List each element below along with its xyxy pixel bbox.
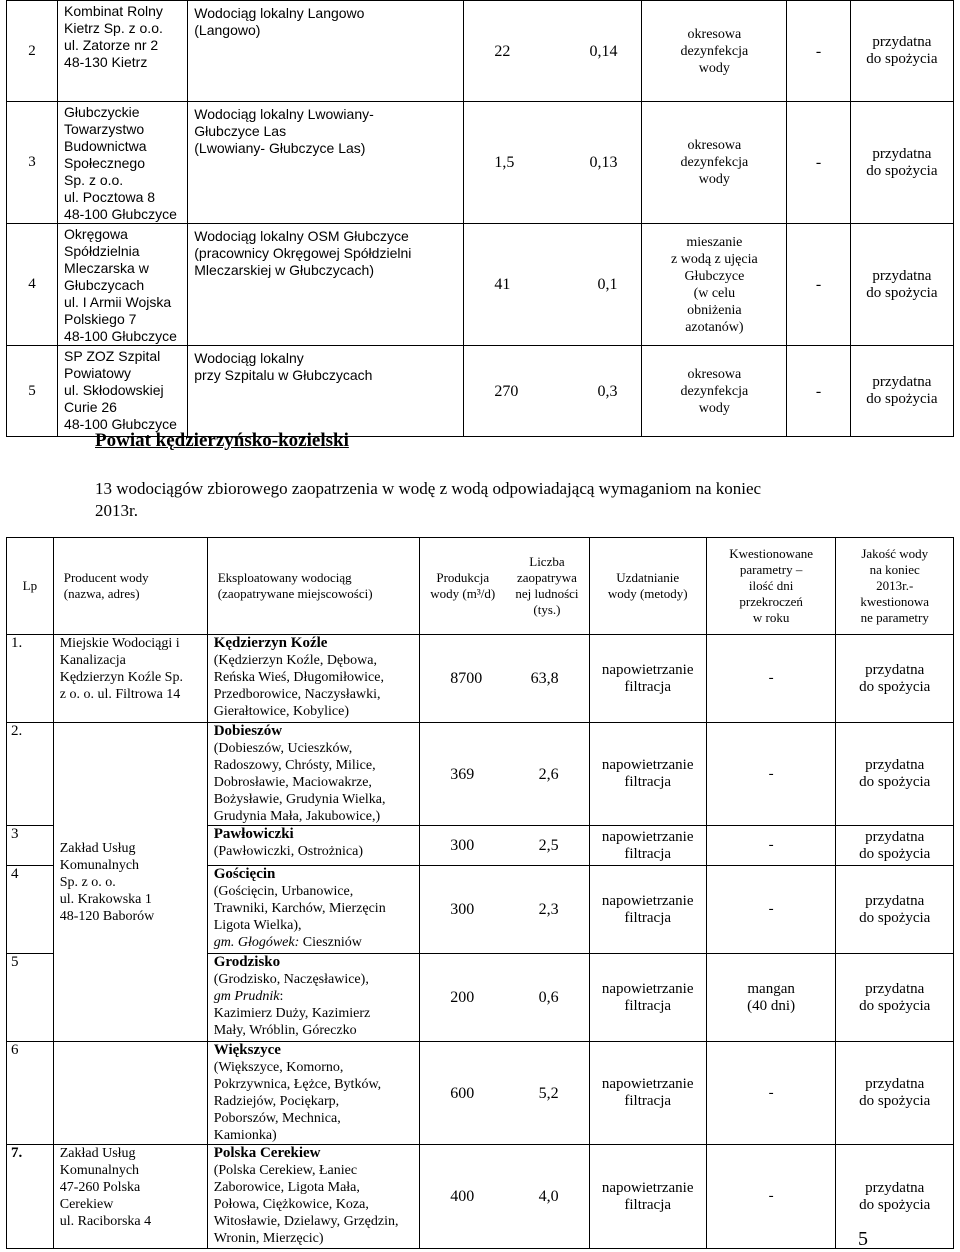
producer-cell: Zakład Usług Komunalnych 47-260 Polska Cerekiew ul. Raciborska 4 [53,1145,207,1249]
treatment-cell: napowietrzanie filtracja [589,1145,706,1249]
town-extra [214,988,420,1039]
system-cell [188,346,464,437]
town-name: Kędzierzyn Koźle [213,635,328,651]
main-table [6,537,954,1249]
table-row [7,102,954,224]
production-value: 270 [494,382,519,400]
quality-cell: przydatna do spożycia [850,102,953,224]
system-name: Wodociąg lokalny przy Szpitalu w Głubczycach [194,350,373,383]
treatment-cell: okresowa dezynfekcja wody [642,102,787,224]
params-cell: - [787,1,851,102]
table-row [7,1,954,102]
params-cell: - [706,866,836,954]
header-producer: Producent wody (nazwa, adres) [53,538,207,635]
producer-cell: Głubczyckie Towarzystwo Budownictwa Społecznego Sp. z o.o. ul. Pocztowa 8 48-100 Głubczyce [58,102,188,224]
town-details: (Pawłowiczki, Ostrożnica) [213,844,364,859]
system-name: Wodociąg lokalny Langowo [194,5,365,21]
lp-cell: 4 [7,866,54,954]
production-value: 8700 [450,670,483,687]
town-details: (Grodzisko, Naczęsławice), [213,972,369,987]
quality-cell: przydatna do spożycia [836,866,954,954]
town-name: Gościęcin [213,866,276,882]
municipality-towns: Cieszniów [299,935,362,950]
production-value: 41 [494,276,511,293]
system-cell [207,866,420,954]
town-details: (Gościęcin, Urbanowice, Trawniki, Karchów, Mierzęcin Ligota Wielka), [213,884,386,933]
lp-cell: 7. [7,1145,54,1249]
production-value: 400 [450,1188,475,1205]
population-value: 0,3 [597,382,618,400]
quality-cell: przydatna do spożycia [850,1,953,102]
numbers-cell [420,954,589,1042]
params-cell: - [706,723,836,826]
population-value: 0,1 [597,276,618,293]
quality-cell: przydatna do spożycia [836,1145,954,1249]
production-value: 300 [450,837,475,854]
producer-cell [53,1042,207,1145]
section-heading: Powiat kędzierzyńsko-kozielski [95,430,349,451]
town-details: (Dobieszów, Ucieszków, Radoszowy, Chrósty, Milice, Dobrosławie, Maciowakrze, Bożysławie, Grudynia Wielka, Grudynia Mała, Jakubowice,) [213,741,386,824]
header-params: Kwestionowane parametry – ilość dni przekroczeń w roku [706,538,836,635]
system-area: (Langowo) [194,22,261,38]
population-value: 5,2 [538,1084,559,1102]
population-value: 2,5 [538,837,559,854]
quality-cell: przydatna do spożycia [836,826,954,866]
params-cell: mangan (40 dni) [706,954,836,1042]
numbers-cell [464,224,642,346]
header-system: Eksploatowany wodociąg (zaopatrywane miejscowości) [207,538,420,635]
top-table [6,0,954,437]
table-row [7,346,954,437]
quality-cell: przydatna do spożycia [850,224,953,346]
lp-cell: 2 [7,1,58,102]
numbers-cell [420,635,589,723]
numbers-cell [464,346,642,437]
system-cell [207,954,420,1042]
production-value: 22 [494,42,511,60]
numbers-cell [420,1145,589,1249]
population-value: 4,0 [538,1188,559,1205]
header-quality: Jakość wody na koniec 2013r.- kwestionowa ne parametry [836,538,954,635]
quality-cell: przydatna do spożycia [836,723,954,826]
header-lp: Lp [7,538,54,635]
town-details: (Kędzierzyn Koźle, Dębowa, Reńska Wieś, Długomiłowice, Przedborowice, Naczysławki, Gierałtowice, Kobylice) [213,653,384,719]
population-value: 0,14 [589,42,618,60]
header-treatment: Uzdatnianie wody (metody) [589,538,706,635]
header-population: Liczba zaopatrywa nej ludności (tys.) [515,554,579,617]
quality-cell: przydatna do spożycia [836,1042,954,1145]
lp-cell: 5 [7,954,54,1042]
params-cell: - [787,102,851,224]
params-cell: - [706,1042,836,1145]
town-name: Większyce [213,1042,281,1058]
system-cell [207,1042,420,1145]
town-name: Polska Cerekiew [213,1145,321,1161]
producer-cell: Okręgowa Spółdzielnia Mleczarska w Głubczycach ul. I Armii Wojska Polskiego 7 48-100 Głubczyce [58,224,188,346]
treatment-cell: napowietrzanie filtracja [589,954,706,1042]
system-cell [207,826,420,866]
params-cell: - [706,1145,836,1249]
section-description: 13 wodociągów zbiorowego zaopatrzenia w wodę z wodą odpowiadającą wymaganiom na koniec 2013r. [95,479,762,520]
town-extra [214,934,420,951]
production-value: 369 [450,765,475,783]
population-value: 2,3 [538,901,559,918]
municipality-label: gm Prudnik [213,989,280,1004]
treatment-cell: napowietrzanie filtracja [589,866,706,954]
lp-cell: 5 [7,346,58,437]
numbers-cell [464,1,642,102]
town-details: (Polska Cerekiew, Łaniec Zaborowice, Ligota Mała, Połowa, Ciężkowice, Koza, Witosławie, Dzielawy, Grzędzin, Wronin, Mierzęcic) [213,1163,399,1246]
lp-cell: 3 [7,826,54,866]
system-name: Wodociąg lokalny Lwowiany- Głubczyce Las [194,106,374,139]
town-name: Grodzisko [213,954,281,970]
producer-cell-merged: Zakład Usług Komunalnych Sp. z o. o. ul. Krakowska 1 48-120 Baborów [53,723,207,1042]
treatment-cell: napowietrzanie filtracja [589,826,706,866]
production-value: 200 [450,989,475,1006]
numbers-cell [464,102,642,224]
population-value: 0,13 [589,154,618,171]
town-name: Pawłowiczki [213,826,294,842]
population-value: 0,6 [538,989,559,1006]
treatment-cell: napowietrzanie filtracja [589,723,706,826]
system-cell [207,1145,420,1249]
system-cell [207,723,420,826]
production-value: 1,5 [494,154,515,171]
numbers-cell [420,1042,589,1145]
municipality-towns: : Kazimierz Duży, Kazimierz Mały, Wróblin, Góreczko [213,989,371,1038]
params-cell: - [787,224,851,346]
system-cell [188,1,464,102]
system-cell [188,102,464,224]
producer-cell: Kombinat Rolny Kietrz Sp. z o.o. ul. Zatorze nr 2 48-130 Kietrz [58,1,188,102]
params-cell: - [706,635,836,723]
system-name: Wodociąg lokalny OSM Głubczyce [194,228,409,244]
table-row [7,1042,954,1145]
treatment-cell: okresowa dezynfekcja wody [642,346,787,437]
header-production: Produkcja wody (m³/d) [430,570,496,601]
lp-cell: 2. [7,723,54,826]
treatment-cell: napowietrzanie filtracja [589,1042,706,1145]
treatment-cell: okresowa dezynfekcja wody [642,1,787,102]
municipality-label: gm. Głogówek: [213,935,300,950]
system-cell [188,224,464,346]
quality-cell: przydatna do spożycia [836,954,954,1042]
quality-cell: przydatna do spożycia [836,635,954,723]
lp-cell: 1. [7,635,54,723]
table-row [7,723,954,826]
population-value: 2,6 [538,765,559,783]
numbers-cell [420,723,589,826]
town-name: Dobieszów [213,723,283,739]
production-value: 600 [450,1084,475,1102]
town-details: (Większyce, Komorno, Pokrzywnica, Łężce, Bytków, Radziejów, Pociękarp, Poborszów, Mechnica, Kamionka) [213,1060,382,1143]
header-production-population [420,538,589,635]
treatment-cell: mieszanie z wodą z ujęcia Głubczyce (w celu obniżenia azotanów) [642,224,787,346]
quality-cell: przydatna do spożycia [850,346,953,437]
table-row [7,1145,954,1249]
numbers-cell [420,826,589,866]
lp-cell: 6 [7,1042,54,1145]
numbers-cell [420,866,589,954]
system-cell [207,635,420,723]
params-cell: - [787,346,851,437]
header-row [7,538,954,635]
table-row [7,635,954,723]
production-value: 300 [450,901,475,918]
population-value: 63,8 [530,670,559,687]
lp-cell: 4 [7,224,58,346]
lp-cell: 3 [7,102,58,224]
table-row [7,224,954,346]
producer-cell: Miejskie Wodociągi i Kanalizacja Kędzierzyn Koźle Sp. z o. o. ul. Filtrowa 14 [53,635,207,723]
params-cell: - [706,826,836,866]
page-number: 5 [858,1228,868,1250]
treatment-cell: napowietrzanie filtracja [589,635,706,723]
producer-cell: SP ZOZ Szpital Powiatowy ul. Skłodowskiej Curie 26 48-100 Głubczyce [58,346,188,437]
system-area: (pracownicy Okręgowej Spółdzielni Mleczarskiej w Głubczycach) [194,245,412,278]
system-area: (Lwowiany- Głubczyce Las) [194,140,366,156]
